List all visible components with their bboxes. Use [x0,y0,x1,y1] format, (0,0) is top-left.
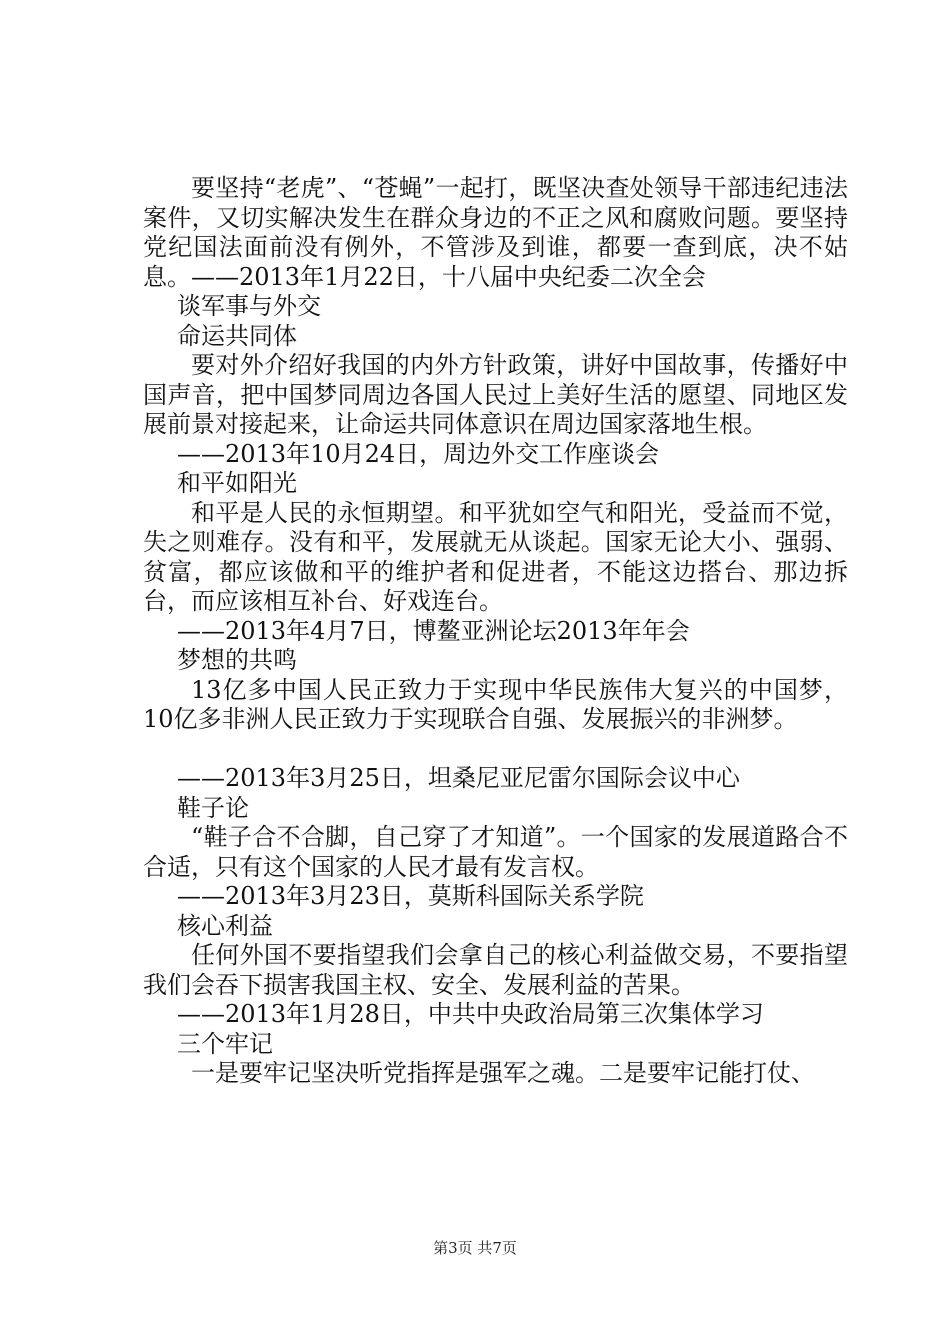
source-line-community: ——2013年10月24日，周边外交工作座谈会 [177,439,660,468]
section-heading-military: 谈军事与外交 [177,292,321,320]
source-line-dream: ——2013年3月25日，坦桑尼亚尼雷尔国际会议中心 [177,764,740,792]
paragraph-peace: 和平是人民的永恒期望。和平犹如空气和阳光，受益而不觉，失之则难存。没有和平，发展就无从谈起。国家无论大小、强弱、贫富，都应该做和平的维护者和促进者，不能这边搭台、那边拆台，而应该相互补台、好戏连台。 [143,498,848,615]
source-line-core-interests: ——2013年1月28日，中共中央政治局第三次集体学习 [177,1000,764,1028]
blank-line [143,735,848,765]
page-footer [0,1239,950,1257]
document-body [143,174,848,1089]
page-number-label: 第3页 共7页 [433,1239,517,1257]
paragraph-dream: 13亿多中国人民正致力于实现中华民族伟大复兴的中国梦，10亿多非洲人民正致力于实现联合自强、发展振兴的非洲梦。 [143,675,848,733]
subheading-core-interests: 核心利益 [177,911,273,940]
paragraph-anti-corruption: 要坚持“老虎”、“苍蝇”一起打，既坚决查处领导干部违纪违法案件，又切实解决发生在群众身边的不正之风和腐败问题。要坚持党纪国法面前没有例外，不管涉及到谁，都要一查到底，决不姑息。——2013年1月22日，十八届中央纪委二次全会 [143,174,848,291]
subheading-community: 命运共同体 [177,321,297,350]
paragraph-community: 要对外介绍好我国的内外方针政策，讲好中国故事，传播好中国声音，把中国梦同周边各国人民过上美好生活的愿望、同地区发展前景对接起来，让命运共同体意识在周边国家落地生根。 [143,351,848,438]
paragraph-core-interests: 任何外国不要指望我们会拿自己的核心利益做交易，不要指望我们会吞下损害我国主权、安全、发展利益的苦果。 [143,941,848,999]
subheading-shoes: 鞋子论 [177,793,249,822]
paragraph-shoes: “鞋子合不合脚，自己穿了才知道”。一个国家的发展道路合不合适，只有这个国家的人民才最有发言权。 [143,823,848,881]
source-line-shoes: ——2013年3月23日，莫斯科国际关系学院 [177,882,644,910]
source-line-peace: ——2013年4月7日，博鳌亚洲论坛2013年年会 [177,616,690,645]
subheading-three-remembers: 三个牢记 [177,1029,273,1058]
subheading-dream: 梦想的共鸣 [177,646,297,674]
subheading-peace: 和平如阳光 [177,469,297,497]
paragraph-three-remembers: 一是要牢记坚决听党指挥是强军之魂。二是要牢记能打仗、 [191,1059,815,1087]
